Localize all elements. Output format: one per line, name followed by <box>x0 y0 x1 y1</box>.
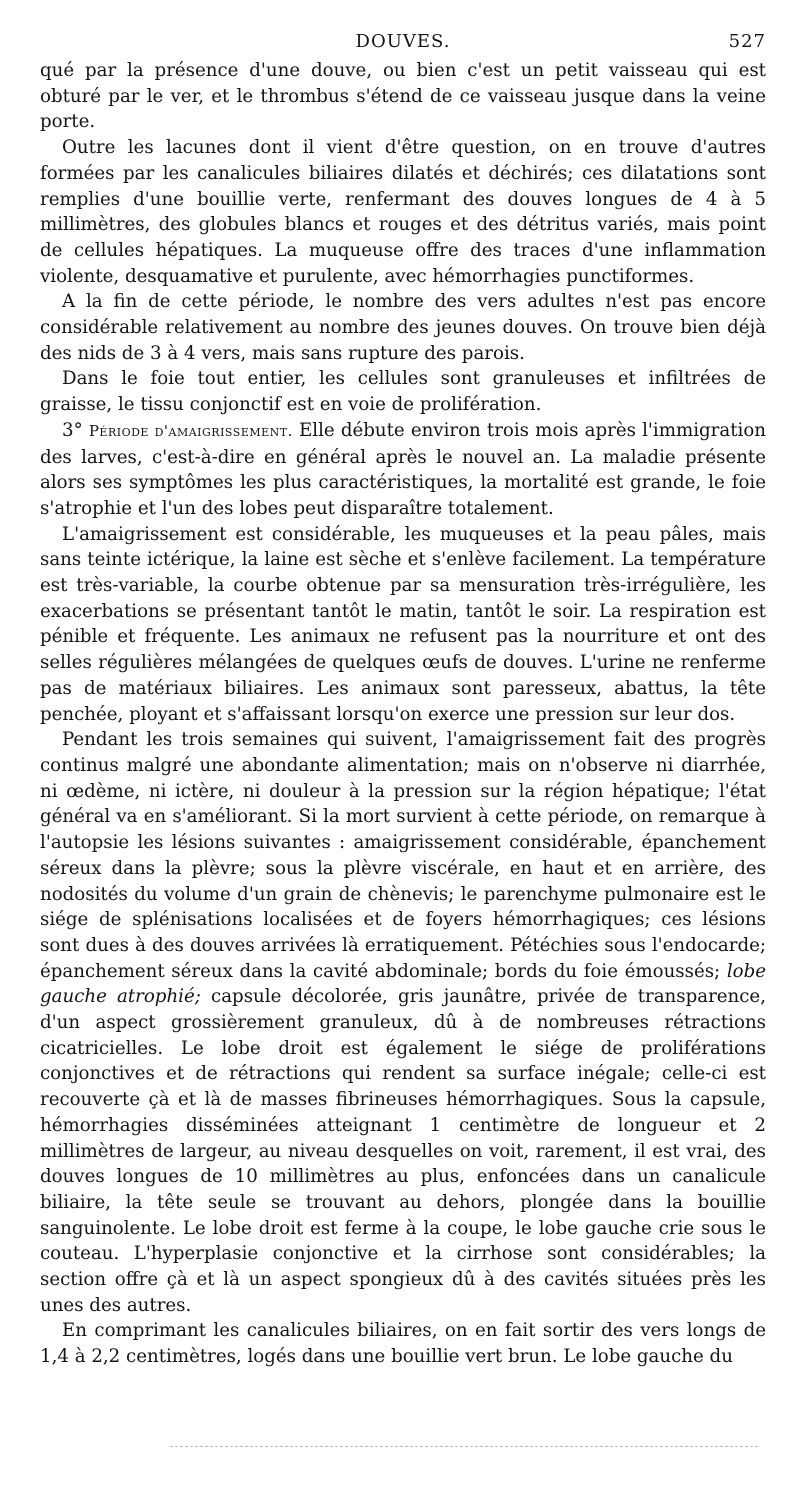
paragraph <box>40 58 766 135</box>
paragraph <box>40 1318 766 1369</box>
running-title: DOUVES. <box>355 31 451 52</box>
paragraph <box>40 418 766 522</box>
paragraph <box>40 135 766 289</box>
paragraph-text: L'amaigrissement est considérable, les muqueuses et la peau pâles, mais sans teinte ictérique, la laine est sèche et s'enlève facilement. La température est très-variable, la courbe obtenue par sa mensuration très-irrégulière, les exacerbations se présentant tantôt le matin, tantôt le soir. La respiration est pénible et fréquente. Les animaux ne refusent pas la nourriture et ont des selles régulières mélangées de quelques œufs de douves. L'urine ne renferme pas de matériaux biliaires. Les animaux sont paresseux, abattus, la tête penchée, ployant et s'affaissant lorsqu'on exerce une pression sur leur dos. <box>40 523 766 725</box>
paragraph-text: A la fin de cette période, le nombre des vers adultes n'est pas encore considérable relativement au nombre des jeunes douves. On trouve bien déjà des nids de 3 à 4 vers, mais sans rupture des parois. <box>40 291 766 364</box>
page-number: 527 <box>728 31 766 52</box>
italic-text: lobe gauche atrophié; <box>40 960 766 1008</box>
paragraph <box>40 366 766 417</box>
paragraph <box>40 522 766 728</box>
paragraph-text: Pendant les trois semaines qui suivent, l'amaigrissement fait des progrès continus malgré une abondante alimentation; mais on n'observe ni diarrhée, ni œdème, ni ictère, ni douleur à la pression sur la région hépatique; l'état général va en s'améliorant. Si la mort survient à cette période, on remarque à l'autopsie les lésions suivantes : amaigrissement considérable, épanchement séreux dans la plèvre; sous la plèvre viscérale, en haut et en arrière, des nodosités du volume d'un grain de chènevis; le parenchyme pulmonaire est le siége de splénisations localisées et de foyers hémorrhagiques; ces lésions sont dues à des douves arrivées là erratiquement. Pétéchies sous l'endocarde; épanchement séreux dans la cavité abdominale; bords du foie émoussés; <box>40 729 766 982</box>
paragraph <box>40 289 766 366</box>
document-page <box>40 28 766 1370</box>
paragraph-text: Dans le foie tout entier, les cellules sont granuleuses et infiltrées de graisse, le tissu conjonctif est en voie de prolifération. <box>40 368 766 416</box>
paragraph-text: Outre les lacunes dont il vient d'être question, on en trouve d'autres formées par les canalicules biliaires dilatés et déchirés; ces dilatations sont remplies d'une bouillie verte, renfermant des douves longues de 4 à 5 millimètres, des globules blancs et rouges et des détritus variés, mais point de cellules hépatiques. La muqueuse offre des traces d'une inflammation violente, desquamative et purulente, avec hémorrhagies punctiformes. <box>40 137 766 287</box>
body-text <box>40 58 766 1370</box>
section-heading: Période d'amaigrissement. <box>88 421 293 440</box>
paragraph-text: qué par la présence d'une douve, ou bien c'est un petit vaisseau qui est obturé par le ver, et le thrombus s'étend de ce vaisseau jusque dans la veine porte. <box>40 60 766 133</box>
footer-rule <box>170 1446 758 1447</box>
paragraph-text: Elle débute environ trois mois après l'immigration des larves, c'est-à-dire en général après le nouvel an. La maladie présente alors ses symptômes les plus caractéristiques, la mortalité est grande, le foie s'atrophie et l'un des lobes peut disparaître totalement. <box>40 419 767 519</box>
paragraph <box>40 727 766 1318</box>
running-header <box>40 28 766 58</box>
paragraph-text: capsule décolorée, gris jaunâtre, privée de transparence, d'un aspect grossièrement granuleux, dû à de nombreuses rétractions cicatricielles. Le lobe droit est également le siége de proliférations conjonctives et de rétractions qui rendent sa surface inégale; celle-ci est recouverte çà et là de masses fibrineuses hémorrhagiques. Sous la capsule, hémorrhagies disséminées atteignant 1 centimètre de longueur et 2 millimètres de largeur, au niveau desquelles on voit, rarement, il est vrai, des douves longues de 10 millimètres au plus, enfoncées dans un canalicule biliaire, la tête seule se trouvant au dehors, plongée dans la bouillie sanguinolente. Le lobe droit est ferme à la coupe, le lobe gauche crie sous le couteau. L'hyperplasie conjonctive et la cirrhose sont considérables; la section offre çà et là un aspect spongieux dû à des cavités situées près les unes des autres. <box>40 986 766 1316</box>
paragraph-text: En comprimant les canalicules biliaires, on en fait sortir des vers longs de 1,4 à 2,2 centimètres, logés dans une bouillie vert brun. Le lobe gauche du <box>40 1320 766 1368</box>
paragraph-text: 3° <box>62 419 89 441</box>
